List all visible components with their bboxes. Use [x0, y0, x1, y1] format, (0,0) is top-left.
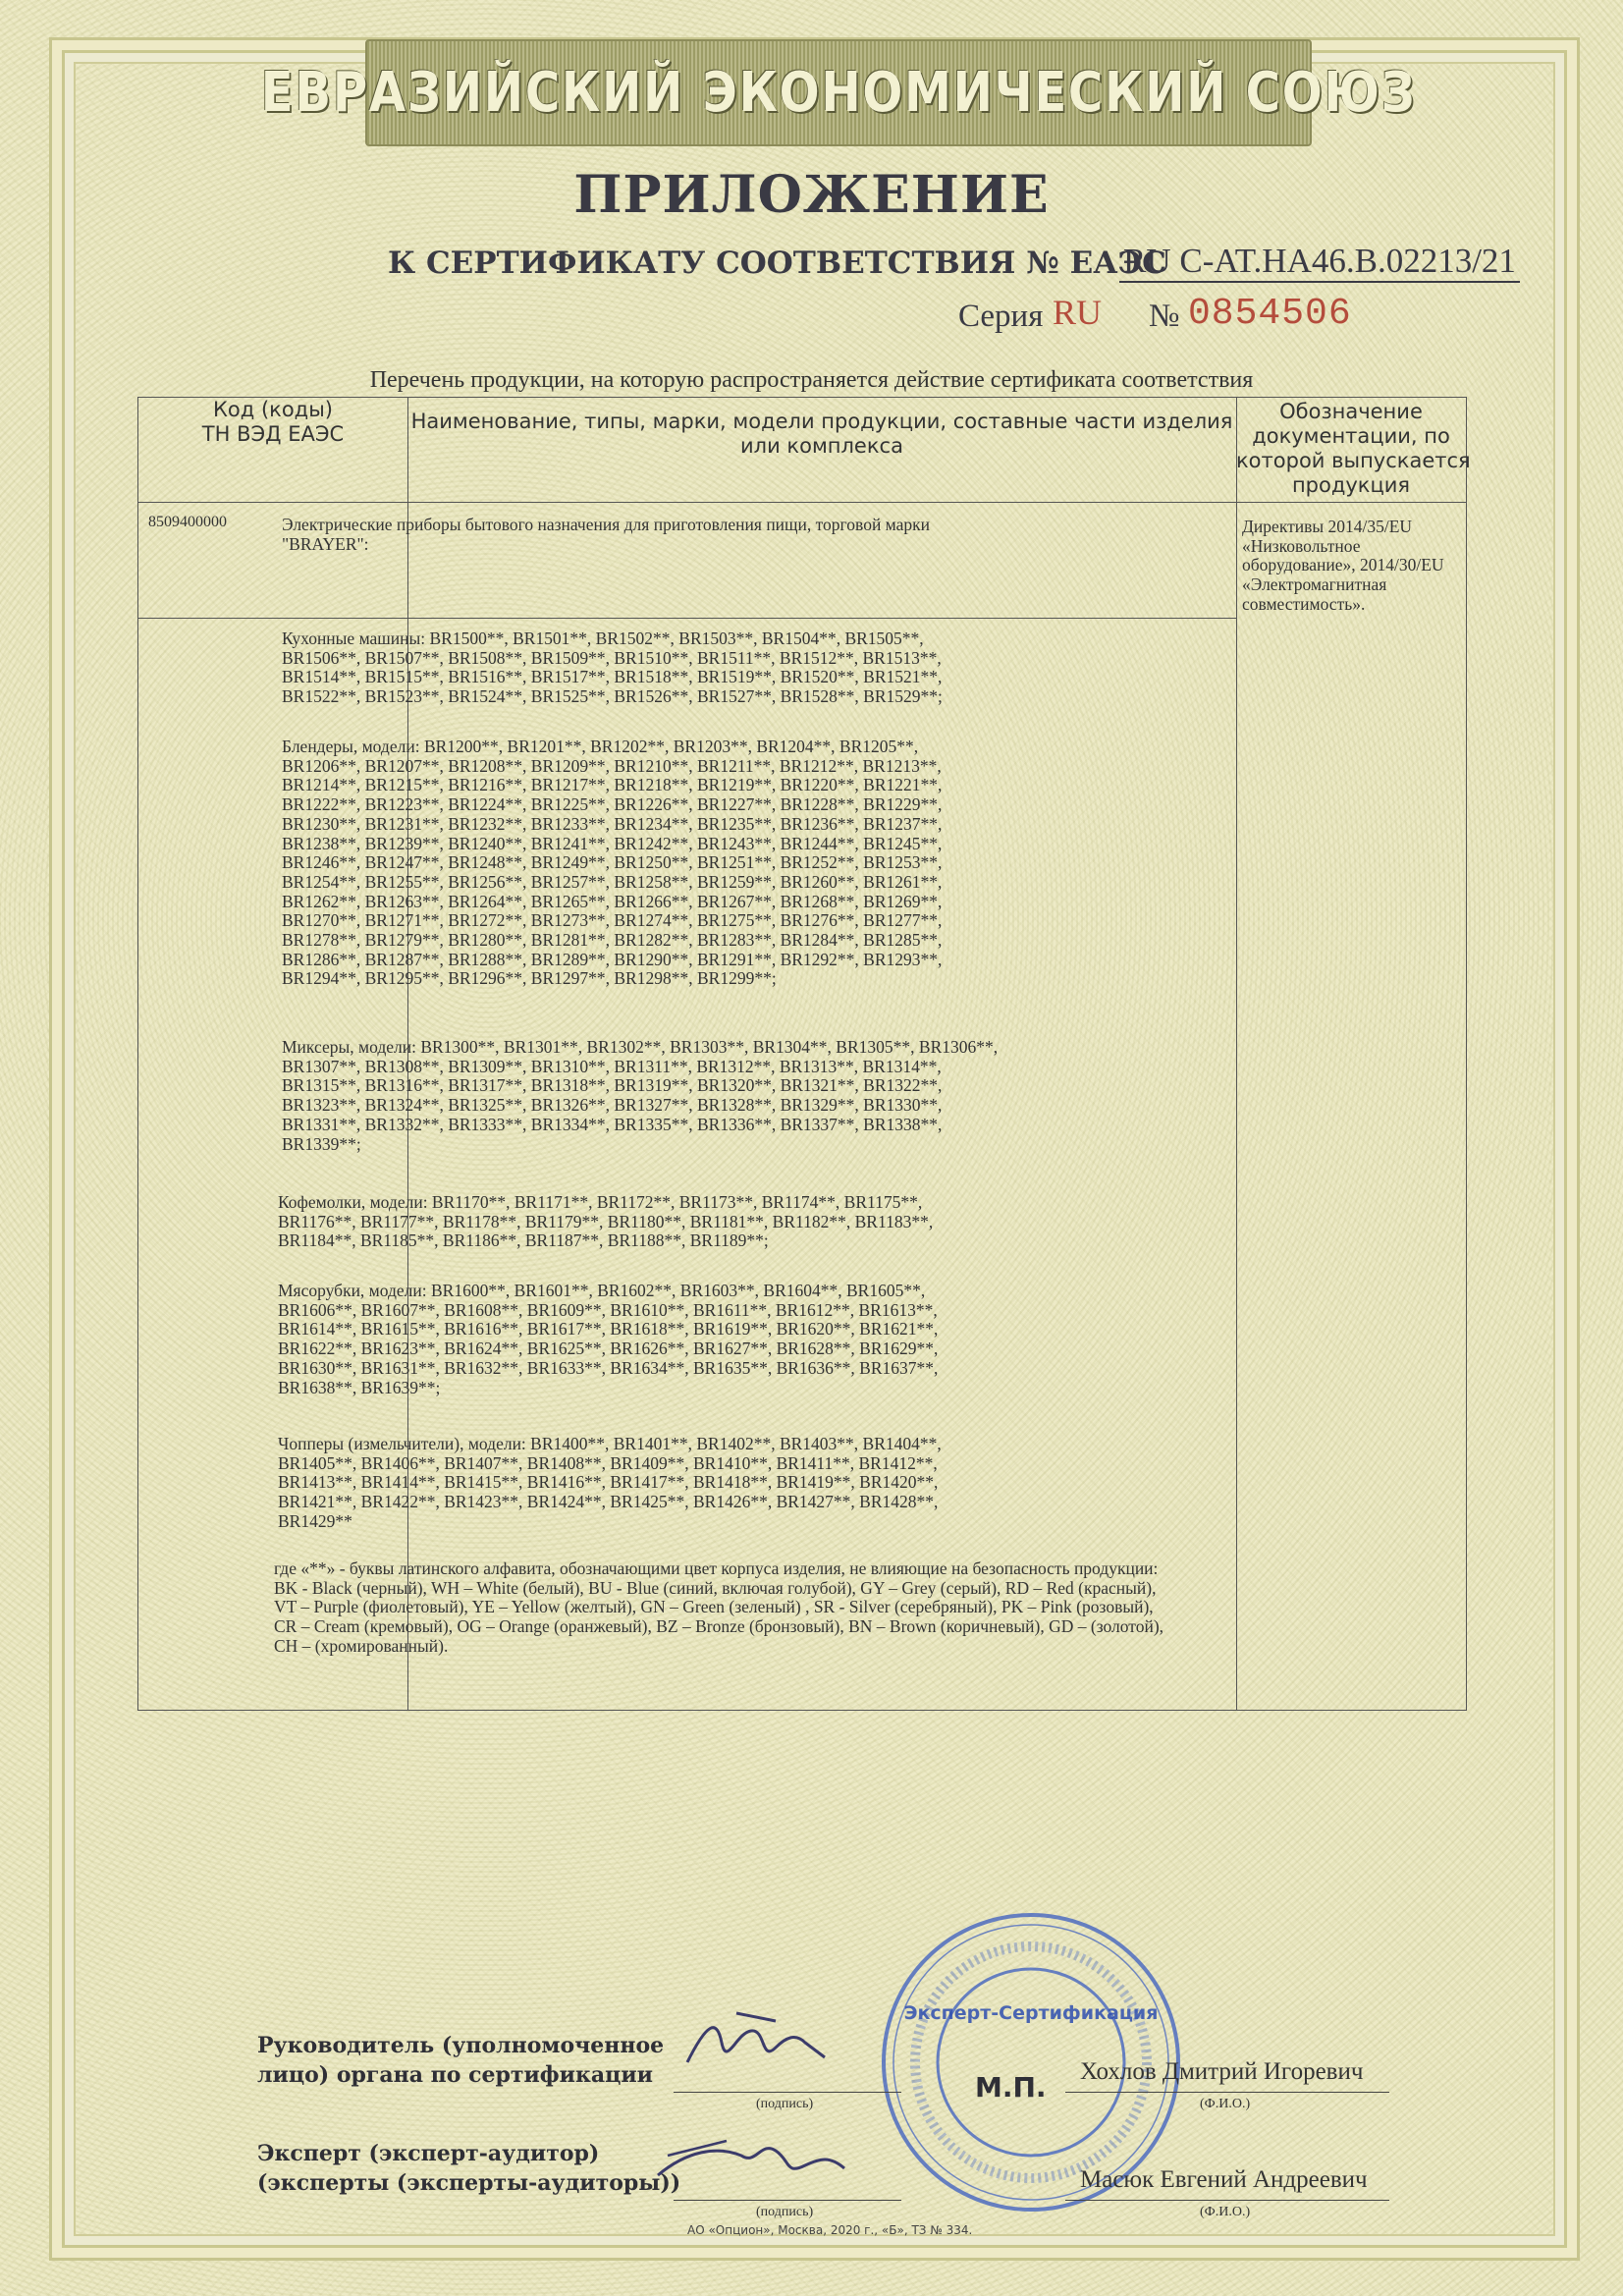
product-table [137, 397, 1471, 1711]
certificate-number: RU C-AT.HA46.B.02213/21 [1119, 242, 1520, 283]
union-banner [260, 39, 1417, 146]
certificate-label: К СЕРТИФИКАТУ СООТВЕТСТВИЯ № ЕАЭС [388, 246, 1166, 281]
head-name: Хохлов Дмитрий Игоревич [1080, 2058, 1364, 2085]
stamp-center-text: Эксперт-Сертификация [903, 2002, 1159, 2024]
documentation-ref: Директивы 2014/35/EU «Низковольтное оборудование», 2014/30/EU «Электромагнитная совместимость». [1242, 517, 1444, 614]
row-divider [138, 618, 1237, 619]
expert-signature-caption: (подпись) [756, 2205, 814, 2219]
header-code: Код (коды) ТН ВЭД ЕАЭС [201, 398, 345, 446]
head-signature-caption: (подпись) [756, 2097, 814, 2111]
expert-signature-line [674, 2200, 901, 2201]
series-value: RU [1053, 293, 1103, 332]
form-number-label: № [1149, 299, 1180, 334]
head-signature-line [674, 2092, 901, 2093]
expert-name-line [1065, 2200, 1389, 2201]
color-code-footnote: где «**» - буквы латинского алфавита, обозначающими цвет корпуса изделия, не влияющие на безопасность продукции: BK - Black (черный), WH – White (белый), BU - Blue (синий, включая голубой), GY – Grey (серый), RD – Red (красный), VT – Purple (фиолетовый), YE – Yellow (желтый), GN – Green (зеленый) , SR - Silver (серебряный), PK – Pink (розовый), CR – Cream (кремовый), OG – Orange (оранжевый), BZ – Bronze (бронзовый), BN – Brown (коричневый), GD – (золотой), CH – (хромированный). [274, 1558, 1164, 1656]
head-name-line [1065, 2092, 1389, 2093]
banner-text: ЕВРАЗИЙСКИЙ ЭКОНОМИЧЕСКИЙ СОЮЗ [260, 61, 1417, 125]
expert-label: Эксперт (эксперт-аудитор) (эксперты (эксперты-аудиторы)) [257, 2141, 681, 2196]
expert-signature [648, 2121, 864, 2200]
block-kitchen-machines: Кухонные машины: BR1500**, BR1501**, BR1502**, BR1503**, BR1504**, BR1505**, BR1506**, BR1507**, BR1508**, BR1509**, BR1510**, BR1511**, BR1512**, BR1513**, BR1514**, BR1515**, BR1516**, BR1517**, BR1518**, BR1519**, BR1520**, BR1521**, BR1522**, BR1523**, BR1524**, BR1525**, BR1526**, BR1527**, BR1528**, BR1529**; [282, 629, 943, 707]
header-docs: Обозначение документации, по которой выпускается продукция [1236, 400, 1471, 497]
header-name: Наименование, типы, марки, модели продукции, составные части изделия или комплекса [410, 410, 1233, 458]
head-signature [677, 2003, 835, 2092]
expert-name: Масюк Евгений Андреевич [1080, 2166, 1368, 2193]
header-divider [138, 502, 1466, 503]
head-of-body-label: Руководитель (уполномоченное лицо) органа по сертификации [257, 2033, 665, 2088]
series-label: Серия [958, 299, 1044, 334]
product-group-title: Электрические приборы бытового назначения для приготовления пищи, торговой марки "BRAYER": [282, 515, 931, 554]
block-meat-grinders: Мясорубки, модели: BR1600**, BR1601**, BR1602**, BR1603**, BR1604**, BR1605**, BR1606**, BR1607**, BR1608**, BR1609**, BR1610**, BR1611**, BR1612**, BR1613**, BR1614**, BR1615**, BR1616**, BR1617**, BR1618**, BR1619**, BR1620**, BR1621**, BR1622**, BR1623**, BR1624**, BR1625**, BR1626**, BR1627**, BR1628**, BR1629**, BR1630**, BR1631**, BR1632**, BR1633**, BR1634**, BR1635**, BR1636**, BR1637**, BR1638**, BR1639**; [278, 1281, 939, 1397]
list-caption: Перечень продукции, на которую распространяется действие сертификата соответствия [369, 367, 1254, 393]
block-coffee-grinders: Кофемолки, модели: BR1170**, BR1171**, BR1172**, BR1173**, BR1174**, BR1175**, BR1176**, BR1177**, BR1178**, BR1179**, BR1180**, BR1181**, BR1182**, BR1183**, BR1184**, BR1185**, BR1186**, BR1187**, BR1188**, BR1189**; [278, 1192, 934, 1251]
column-divider [1236, 398, 1237, 1710]
block-mixers: Миксеры, модели: BR1300**, BR1301**, BR1302**, BR1303**, BR1304**, BR1305**, BR1306**, BR1307**, BR1308**, BR1309**, BR1310**, BR1311**, BR1312**, BR1313**, BR1314**, BR1315**, BR1316**, BR1317**, BR1318**, BR1319**, BR1320**, BR1321**, BR1322**, BR1323**, BR1324**, BR1325**, BR1326**, BR1327**, BR1328**, BR1329**, BR1330**, BR1331**, BR1332**, BR1333**, BR1334**, BR1335**, BR1336**, BR1337**, BR1338**, BR1339**; [282, 1037, 999, 1154]
block-blenders: Блендеры, модели: BR1200**, BR1201**, BR1202**, BR1203**, BR1204**, BR1205**, BR1206**, BR1207**, BR1208**, BR1209**, BR1210**, BR1211**, BR1212**, BR1213**, BR1214**, BR1215**, BR1216**, BR1217**, BR1218**, BR1219**, BR1220**, BR1221**, BR1222**, BR1223**, BR1224**, BR1225**, BR1226**, BR1227**, BR1228**, BR1229**, BR1230**, BR1231**, BR1232**, BR1233**, BR1234**, BR1235**, BR1236**, BR1237**, BR1238**, BR1239**, BR1240**, BR1241**, BR1242**, BR1243**, BR1244**, BR1245**, BR1246**, BR1247**, BR1248**, BR1249**, BR1250**, BR1251**, BR1252**, BR1253**, BR1254**, BR1255**, BR1256**, BR1257**, BR1258**, BR1259**, BR1260**, BR1261**, BR1262**, BR1263**, BR1264**, BR1265**, BR1266**, BR1267**, BR1268**, BR1269**, BR1270**, BR1271**, BR1272**, BR1273**, BR1274**, BR1275**, BR1276**, BR1277**, BR1278**, BR1279**, BR1280**, BR1281**, BR1282**, BR1283**, BR1284**, BR1285**, BR1286**, BR1287**, BR1288**, BR1289**, BR1290**, BR1291**, BR1292**, BR1293**, BR1294**, BR1295**, BR1296**, BR1297**, BR1298**, BR1299**; [282, 737, 943, 989]
page-title: ПРИЛОЖЕНИЕ [573, 165, 1050, 225]
form-number-value: 0854506 [1188, 293, 1352, 335]
hs-code: 8509400000 [148, 514, 227, 530]
printer-imprint: АО «Опцион», Москва, 2020 г., «Б», ТЗ № 334. [687, 2223, 973, 2237]
head-name-caption: (Ф.И.О.) [1200, 2097, 1251, 2111]
seal-placeholder: М.П. [975, 2071, 1047, 2104]
block-choppers: Чопперы (измельчители), модели: BR1400**, BR1401**, BR1402**, BR1403**, BR1404**, BR1405**, BR1406**, BR1407**, BR1408**, BR1409**, BR1410**, BR1411**, BR1412**, BR1413**, BR1414**, BR1415**, BR1416**, BR1417**, BR1418**, BR1419**, BR1420**, BR1421**, BR1422**, BR1423**, BR1424**, BR1425**, BR1426**, BR1427**, BR1428**, BR1429** [278, 1434, 942, 1531]
expert-name-caption: (Ф.И.О.) [1200, 2205, 1251, 2219]
